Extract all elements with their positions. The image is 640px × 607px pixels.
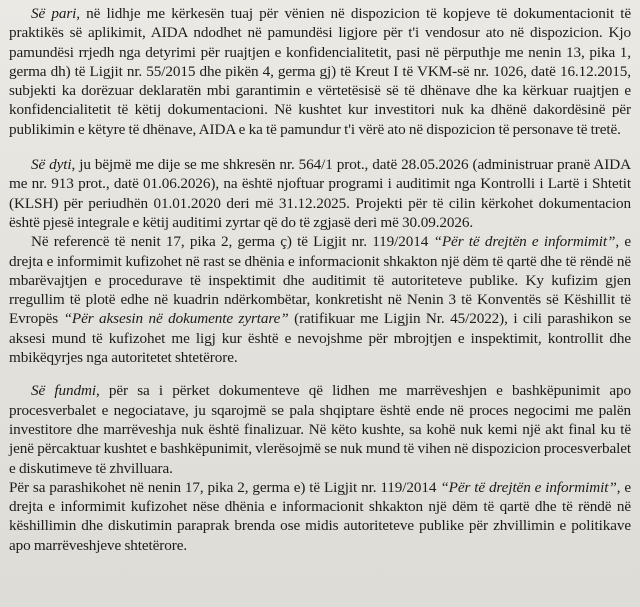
paragraph-first-text: , në lidhje me kërkesën tuaj për vënien në dispozicion të kopjeve të dokumentacionit të praktikës së aplikimit, AIDA ndodhet në pamundësi ligjore për t'i vendosur ato në dispozicion. Kjo pamundësi rrjedh nga detyrimi për ruajtjen e konfidencialitetit, pasi në përputhje me nenin 13, pika 1, germa dh) të Ligjit nr. 55/2015 dhe pikën 4, germa gj) të Kreut I të VKM-së nr. 1026, datë 16.12.2015, subjekti ka dorëzuar deklaratën mbi garantimin e vërtetësisë së të dhënave dhe ka kërkuar ruajtjen e konfidencialitetit të këtij dokumentacioni. Në kushtet kur investitori nuk ka dhënë dakordësinë për publikimin e këtyre të dhënave, AIDA e ka të pamundur t'i vërë ato në dispozicion të personave të tretë. — [9, 5, 631, 138]
paragraph-second — [9, 155, 631, 232]
paragraph-fourth-lead: Së fundmi — [31, 382, 96, 400]
paragraph-second-text: , ju bëjmë me dije se me shkresën nr. 564/1 prot., datë 28.05.2026 (administruar pranë AIDA me nr. 913 prot., datë 01.06.2026), na është njoftuar programi i auditimit nga Kontrolli i Lartë i Shtetit (KLSH) për periudhën 01.01.2020 deri më 31.12.2025. Projekti për të cilin kërkohet dokumentacion është pjesë integrale e këtij auditimi zyrtar që do të zgjasë deri më 30.09.2026. — [9, 156, 631, 231]
paragraph-fourth — [9, 381, 631, 477]
paragraph-third-after: (ratifikuar me Ligjin Nr. 45/2022), i cili parashikon se aksesi mund të kufizohet me ligj kur është e nevojshme për mbrojtjen e inspektimit, kontrollit dhe mbikëqyrjes nga autoritetet shtetërore. — [9, 310, 631, 367]
paragraph-third-before: Në referencë të nenit 17, pika 2, germa ç) të Ligjit nr. 119/2014 — [31, 233, 434, 251]
paragraph-fourth-text: , për sa i përket dokumenteve që lidhen me marrëveshjen e bashkëpunimit apo procesverbalet e negociatave, ju sqarojmë se pala shqiptare është ende në proces negocimi me palën investitore dhe marrëveshja nuk është finalizuar. Në këto kushte, sa kohë nuk kemi një akt final ku të jenë përcaktuar kushtet e bashkëpunimit, vlerësojmë se nuk mund të vihen në dispozicion procesverbalet e diskutimeve të zhvilluara. — [9, 382, 631, 477]
paragraph-fifth-before: Për sa parashikohet në nenin 17, pika 2, germa e) të Ligjit nr. 119/2014 — [9, 478, 441, 496]
law-title-italic-2: “Për të drejtën e informimit” — [440, 478, 617, 496]
law-title-italic: “Për të drejtën e informimit” — [433, 233, 616, 251]
paragraph-first-lead: Së pari — [31, 5, 77, 22]
paragraph-second-lead: Së dyti — [31, 156, 72, 174]
convention-title-italic: “Për aksesin në dokumente zyrtare” — [63, 310, 289, 328]
paragraph-third — [9, 232, 631, 367]
paragraph-fifth — [9, 478, 631, 555]
paragraph-third-mid: , e drejta e informimit kufizohet në rast se dhënia e informacionit shkakton një dëm të qartë dhe të rëndë në mbarëvajtjen e procedurave të inspektimit dhe auditimit të autoriteteve publike. Ky kufizim gjen rregullim të plotë edhe në kuadrin ndërkombëtar, konkretisht në Nenin 3 të Konventës së Këshillit të Evropës — [9, 233, 631, 328]
paragraph-fifth-after: , e drejta e informimit kufizohet nëse dhënia e informacionit shkakton një dëm të qartë dhe të rëndë në këshillimin dhe diskutimin paraprak brenda ose midis autoriteteve publike për zhvillimin e politikave apo marrëveshjeve shtetërore. — [9, 478, 631, 554]
paragraph-first — [9, 4, 631, 139]
